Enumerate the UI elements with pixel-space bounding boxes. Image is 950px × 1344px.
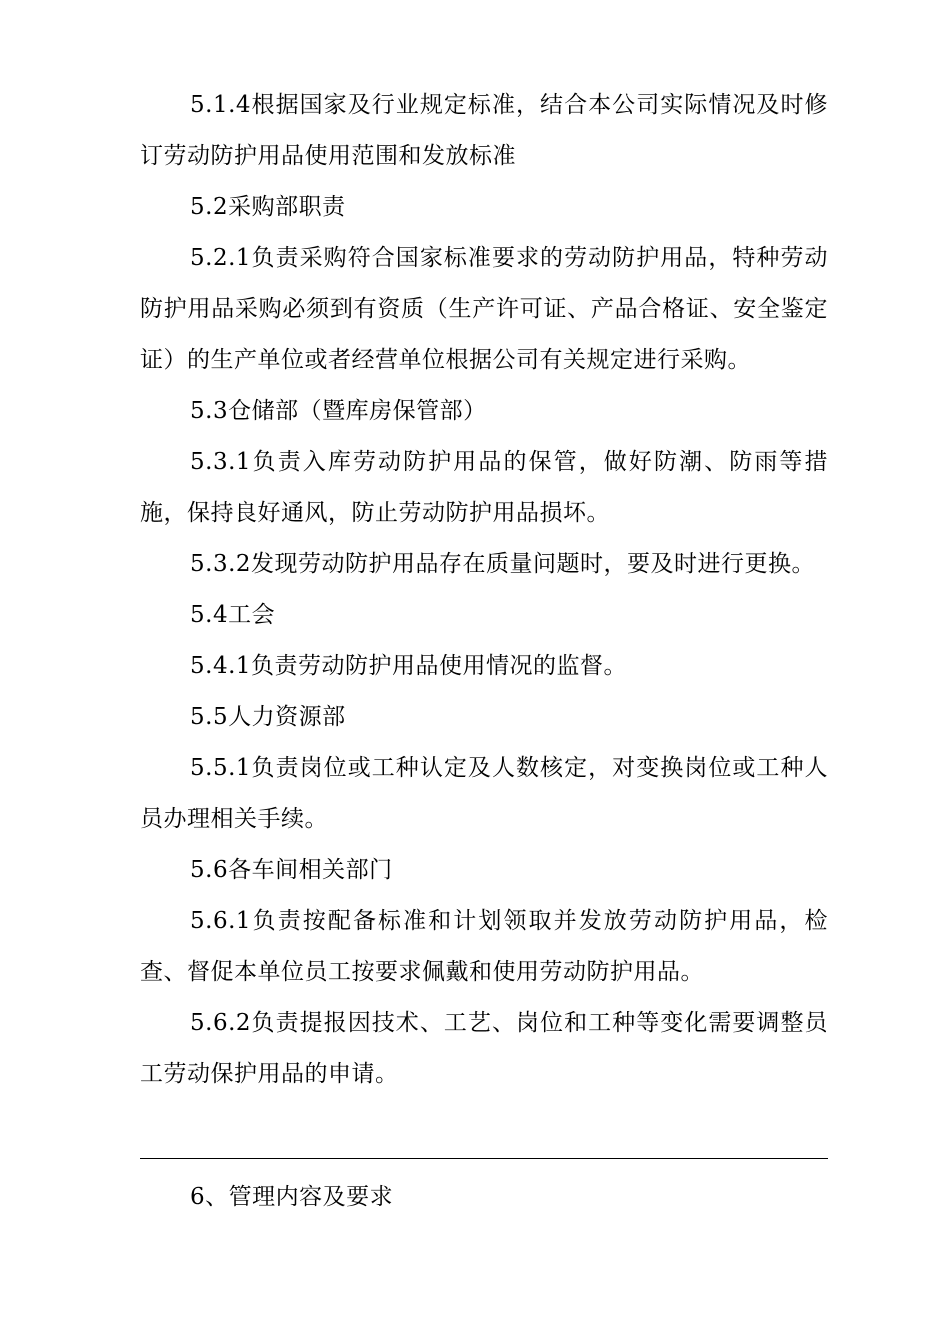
paragraph-5-3-2: 5.3.2发现劳动防护用品存在质量问题时，要及时进行更换。: [190, 551, 816, 577]
paragraph-5-6-2: 5.6.2负责提报因技术、工艺、岗位和工种等变化需要调整员工劳动保护用品的申请。: [140, 1010, 828, 1087]
paragraph-5-4-1: 5.4.1负责劳动防护用品使用情况的监督。: [190, 653, 628, 679]
paragraph-5-6-1: 5.6.1负责按配备标准和计划领取并发放劳动防护用品，检查、督促本单位员工按要求佩戴和使用劳动防护用品。: [140, 908, 828, 985]
section-divider: [140, 1158, 828, 1159]
heading-5-6: 5.6各车间相关部门: [190, 857, 393, 883]
paragraph-5-5-1: 5.5.1负责岗位或工种认定及人数核定，对变换岗位或工种人员办理相关手续。: [140, 755, 828, 832]
paragraph-5-2-1: 5.2.1负责采购符合国家标准要求的劳动防护用品，特种劳动防护用品采购必须到有资质（生产许可证、产品合格证、安全鉴定证）的生产单位或者经营单位根据公司有关规定进行采购。: [140, 245, 828, 373]
paragraph-5-3-1: 5.3.1负责入库劳动防护用品的保管，做好防潮、防雨等措施，保持良好通风，防止劳动防护用品损坏。: [140, 449, 828, 526]
heading-6: 6、管理内容及要求: [190, 1184, 394, 1210]
heading-5-3: 5.3仓储部（暨库房保管部）: [190, 398, 487, 424]
document-body: [140, 80, 828, 1100]
heading-5-4: 5.4工会: [190, 602, 276, 628]
paragraph-5-1-4: 5.1.4根据国家及行业规定标准，结合本公司实际情况及时修订劳动防护用品使用范围和发放标准: [140, 92, 828, 169]
heading-5-5: 5.5人力资源部: [190, 704, 346, 730]
heading-5-2: 5.2采购部职责: [190, 194, 346, 220]
